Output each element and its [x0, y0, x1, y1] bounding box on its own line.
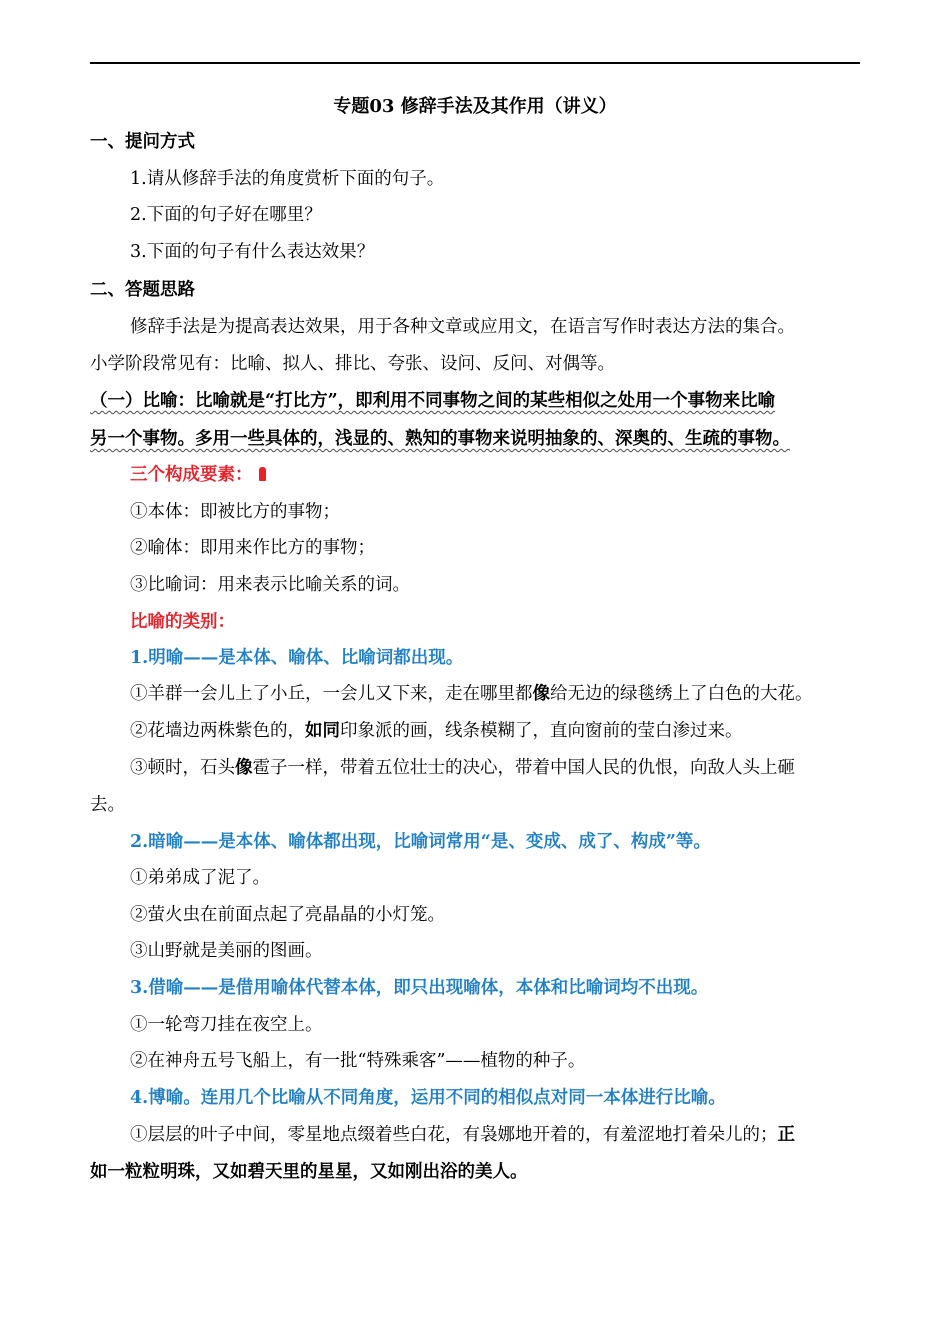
extended-metaphor-example-1: ①层层的叶子中间，零星地点缀着些白花，有袅娜地开着的，有羞涩地打着朵儿的；正: [130, 1125, 795, 1145]
simile-example-3-continued: 去。: [90, 795, 125, 815]
element-tenor: ①本体：即被比方的事物；: [130, 502, 340, 522]
metaphor-example-1: ①弟弟成了泥了。: [130, 868, 270, 888]
borrowed-metaphor-example-1: ①一轮弯刀挂在夜空上。: [130, 1015, 323, 1035]
intro-paragraph-line-1: 修辞手法是为提高表达效果，用于各种文章或应用文，在语言写作时表达方法的集合。: [130, 317, 795, 337]
metaphor-definition-line-1: （一）比喻：比喻就是“打比方”，即利用不同事物之间的某些相似之处用一个事物来比喻: [90, 391, 776, 411]
section-heading-approach: 二、答题思路: [90, 280, 195, 300]
page-title: 专题03 修辞手法及其作用（讲义）: [333, 96, 617, 117]
simile-example-3: ③顿时，石头像雹子一样，带着五位壮士的决心，带着中国人民的仇恨，向敌人头上砸: [130, 758, 795, 778]
question-1: 1.请从修辞手法的角度赏析下面的句子。: [130, 169, 445, 189]
pin-icon: [259, 467, 266, 481]
extended-metaphor-heading: 4.博喻。连用几个比喻从不同角度，运用不同的相似点对同一本体进行比喻。: [130, 1088, 726, 1108]
simile-heading: 1.明喻——是本体、喻体、比喻词都出现。: [130, 648, 464, 668]
element-vehicle: ②喻体：即用来作比方的事物；: [130, 538, 375, 558]
intro-paragraph-line-2: 小学阶段常见有：比喻、拟人、排比、夸张、设问、反问、对偶等。: [90, 354, 615, 374]
header-rule: [90, 62, 860, 64]
element-comparator: ③比喻词：用来表示比喻关系的词。: [130, 575, 410, 595]
metaphor-heading: 2.暗喻——是本体、喻体都出现，比喻词常用“是、变成、成了、构成”等。: [130, 832, 711, 852]
borrowed-metaphor-heading: 3.借喻——是借用喻体代替本体，即只出现喻体，本体和比喻词均不出现。: [130, 978, 709, 998]
simile-example-2: ②花墙边两株紫色的，如同印象派的画，线条模糊了，直向窗前的莹白渗过来。: [130, 721, 743, 741]
elements-heading: 三个构成要素：: [130, 463, 890, 487]
metaphor-example-3: ③山野就是美丽的图画。: [130, 941, 323, 961]
question-2: 2.下面的句子好在哪里？: [130, 205, 322, 225]
extended-metaphor-example-1-continued: 如一粒粒明珠，又如碧天里的星星，又如刚出浴的美人。: [90, 1162, 528, 1182]
metaphor-definition-line-2: 另一个事物。多用一些具体的，浅显的、熟知的事物来说明抽象的、深奥的、生疏的事物。: [90, 429, 790, 449]
metaphor-example-2: ②萤火虫在前面点起了亮晶晶的小灯笼。: [130, 905, 445, 925]
borrowed-metaphor-example-2: ②在神舟五号飞船上，有一批“特殊乘客”——植物的种子。: [130, 1051, 586, 1071]
section-heading-questions: 一、提问方式: [90, 132, 195, 152]
simile-example-1: ①羊群一会儿上了小丘，一会儿又下来，走在哪里都像给无边的绿毯绣上了白色的大花。: [130, 684, 813, 704]
question-3: 3.下面的句子有什么表达效果？: [130, 242, 375, 262]
types-heading: 比喻的类别：: [130, 612, 235, 632]
